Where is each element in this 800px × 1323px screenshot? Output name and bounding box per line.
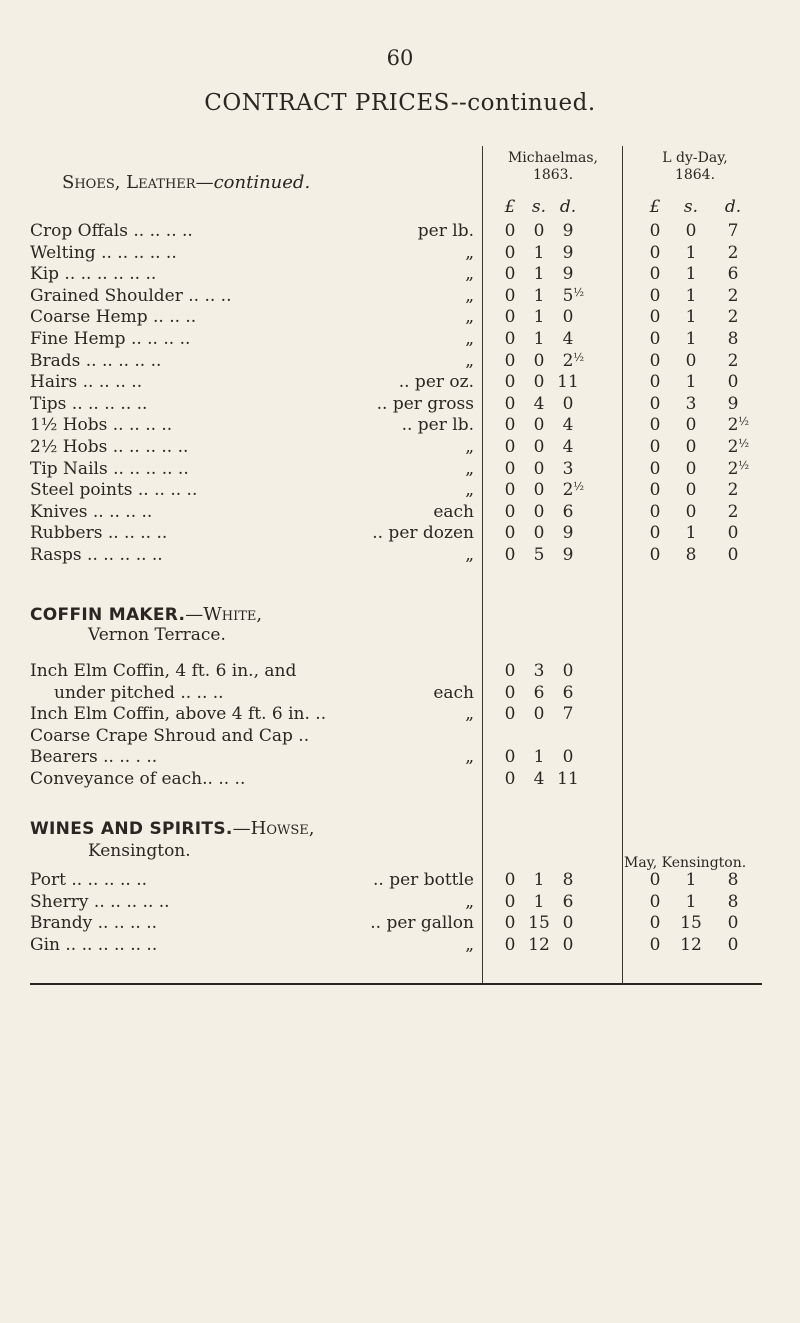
price-cell: 9 — [562, 545, 574, 565]
price-cell: 8 — [685, 545, 697, 565]
item-name: Fine Hemp .. .. .. .. — [30, 329, 191, 349]
price-cell: 0 — [649, 350, 661, 371]
price-cell: 0 — [504, 437, 516, 457]
price-cell: 2 ½ — [727, 458, 750, 479]
price-cell: 0 — [649, 523, 661, 544]
price-cell: 0 — [562, 913, 574, 933]
unit-header-5: d. — [724, 197, 742, 217]
item-unit: „ — [465, 934, 474, 955]
price-cell: 1 — [685, 307, 697, 328]
price-cell: 9 — [562, 242, 574, 263]
price-cell: 0 — [685, 501, 697, 522]
item-name: Gin .. .. .. .. .. .. — [30, 934, 158, 955]
price-cell: 0 — [727, 523, 739, 544]
item-unit: .. per lb. — [401, 415, 474, 436]
price-cell: 0 — [562, 934, 574, 955]
price-cell: 1 — [685, 372, 697, 393]
item-name: Tips .. .. .. .. .. — [30, 393, 148, 414]
table-row — [0, 329, 800, 350]
price-cell: 0 — [685, 458, 697, 479]
price-cell: 3 — [533, 661, 545, 681]
item-unit: .. per bottle — [373, 870, 474, 890]
table-row — [0, 726, 800, 747]
wines-heading-rest: —Howse, — [232, 818, 315, 839]
table-row — [0, 747, 800, 768]
item-unit: „ — [465, 704, 474, 724]
price-cell: 0 — [649, 480, 661, 501]
price-cell: 0 — [685, 350, 697, 371]
coffin-heading-rest: —White, — [185, 604, 263, 625]
price-cell: 12 — [680, 934, 702, 955]
price-cell: 0 — [504, 307, 516, 328]
price-cell: 1 — [685, 870, 697, 890]
item-name: Brandy .. .. .. .. — [30, 913, 158, 933]
price-cell: 9 — [562, 221, 574, 241]
price-cell: 11 — [557, 372, 579, 393]
price-cell: 0 — [533, 437, 545, 457]
item-name: Tip Nails .. .. .. .. .. — [30, 458, 189, 479]
price-cell: 9 — [562, 264, 574, 285]
period1-line2: 1863. — [532, 167, 574, 183]
price-cell: 0 — [533, 372, 545, 393]
table-row — [0, 870, 800, 891]
table-row — [0, 545, 800, 566]
price-cell: 1 — [685, 264, 697, 285]
period2-line2: 1864. — [674, 167, 716, 183]
price-cell: 0 — [649, 242, 661, 263]
price-cell: 0 — [649, 372, 661, 393]
price-cell: 1 — [533, 870, 545, 890]
item-name: Coarse Hemp .. .. .. — [30, 307, 197, 328]
price-cell: 8 — [727, 870, 739, 890]
table-row — [0, 769, 800, 790]
item-unit: „ — [465, 285, 474, 306]
item-name: Steel points .. .. .. .. — [30, 480, 198, 501]
price-cell: 7 — [562, 704, 574, 724]
coffin-heading-bold: COFFIN MAKER. — [30, 605, 186, 625]
price-cell: 5 — [533, 545, 545, 565]
price-cell: 0 — [649, 458, 661, 479]
item-unit: each — [433, 682, 474, 703]
price-cell: 4 — [533, 768, 545, 789]
price-cell: 0 — [533, 523, 545, 544]
price-cell: 0 — [504, 661, 516, 681]
price-cell: 2 — [727, 350, 739, 371]
period1-line1: Michaelmas, — [507, 150, 599, 166]
price-cell: 7 — [727, 221, 739, 241]
price-cell: 4 — [562, 415, 574, 436]
item-name: Kip .. .. .. .. .. .. — [30, 264, 157, 285]
price-cell: 0 — [504, 393, 516, 414]
price-cell: 0 — [649, 934, 661, 955]
price-cell: 1 — [533, 891, 545, 912]
shoes-heading-cont: —continued. — [195, 172, 311, 193]
item-unit: „ — [465, 437, 474, 457]
table-row — [0, 523, 800, 544]
price-cell: 0 — [649, 285, 661, 306]
shoes-section-heading — [62, 172, 310, 193]
price-cell: 1 — [685, 523, 697, 544]
item-unit: .. per gallon — [370, 913, 474, 933]
table-row — [0, 502, 800, 523]
price-cell: 0 — [504, 415, 516, 436]
unit-header-3: £ — [649, 197, 661, 217]
item-name: Knives .. .. .. .. — [30, 501, 153, 522]
table-row — [0, 221, 800, 242]
item-name: Coarse Crape Shroud and Cap .. — [30, 725, 310, 746]
price-cell: 0 — [533, 350, 545, 371]
price-cell: 2 — [727, 242, 739, 263]
price-cell: 15 — [528, 913, 550, 933]
item-unit: „ — [465, 545, 474, 565]
price-cell: 0 — [504, 545, 516, 565]
price-cell: 0 — [504, 480, 516, 501]
wines-period-label: May, Kensington. — [624, 855, 747, 871]
item-unit: „ — [465, 242, 474, 263]
price-cell: 5 ½ — [562, 285, 585, 306]
price-cell: 2 — [727, 501, 739, 522]
price-cell: 1 — [533, 242, 545, 263]
price-cell: 8 — [727, 891, 739, 912]
unit-header-4: s. — [683, 197, 699, 217]
item-name: Hairs .. .. .. .. — [30, 372, 143, 393]
price-cell: 0 — [649, 870, 661, 890]
item-unit: „ — [465, 307, 474, 328]
price-cell: 0 — [727, 545, 739, 565]
period2-line1: L dy-Day, — [662, 150, 728, 166]
item-unit: „ — [465, 264, 474, 285]
table-row — [0, 459, 800, 480]
price-cell: 0 — [685, 480, 697, 501]
item-unit: „ — [465, 350, 474, 371]
item-unit: .. per oz. — [398, 372, 474, 393]
price-cell: 0 — [649, 393, 661, 414]
price-cell: 0 — [504, 682, 516, 703]
price-cell: 0 — [504, 934, 516, 955]
table-row — [0, 264, 800, 285]
price-cell: 6 — [562, 891, 574, 912]
price-cell: 0 — [649, 221, 661, 241]
price-cell: 0 — [562, 747, 574, 767]
price-cell: 0 — [504, 458, 516, 479]
item-name: 2½ Hobs .. .. .. .. .. — [30, 437, 189, 457]
item-unit: .. per gross — [376, 393, 474, 414]
price-cell: 1 — [533, 285, 545, 306]
item-name: Rubbers .. .. .. .. — [30, 523, 168, 544]
table-row — [0, 437, 800, 458]
price-cell: 0 — [649, 545, 661, 565]
table-row — [0, 683, 800, 704]
item-name: Sherry .. .. .. .. .. — [30, 891, 170, 912]
unit-header-1: s. — [531, 197, 547, 217]
price-cell: 1 — [685, 242, 697, 263]
price-cell: 0 — [504, 913, 516, 933]
item-name: Bearers .. .. . .. — [30, 747, 158, 767]
price-cell: 8 — [562, 870, 574, 890]
wines-section-heading — [30, 818, 314, 839]
price-cell: 0 — [649, 437, 661, 457]
table-row — [0, 394, 800, 415]
page-title: CONTRACT PRICES--continued. — [204, 90, 596, 116]
unit-header-0: £ — [504, 197, 516, 217]
table-row — [0, 415, 800, 436]
table-row — [0, 480, 800, 501]
item-unit: „ — [465, 480, 474, 501]
price-cell: 0 — [504, 329, 516, 349]
table-row — [0, 892, 800, 913]
item-name: Inch Elm Coffin, 4 ft. 6 in., and — [30, 661, 297, 681]
price-cell: 0 — [649, 307, 661, 328]
item-unit: per lb. — [417, 221, 474, 241]
price-cell: 0 — [504, 264, 516, 285]
price-cell: 12 — [528, 934, 550, 955]
item-name: Port .. .. .. .. .. — [30, 870, 147, 890]
price-cell: 1 — [685, 285, 697, 306]
item-name: Grained Shoulder .. .. .. — [30, 285, 232, 306]
price-cell: 3 — [562, 458, 574, 479]
price-cell: 0 — [562, 661, 574, 681]
price-cell: 0 — [649, 415, 661, 436]
item-name: 1½ Hobs .. .. .. .. — [30, 415, 173, 436]
wines-heading-line2: Kensington. — [88, 841, 191, 861]
item-name: Conveyance of each.. .. .. — [30, 768, 246, 789]
price-cell: 0 — [649, 329, 661, 349]
price-cell: 1 — [685, 329, 697, 349]
price-cell: 0 — [504, 747, 516, 767]
price-cell: 0 — [562, 307, 574, 328]
price-cell: 4 — [533, 393, 545, 414]
price-cell: 8 — [727, 329, 739, 349]
price-cell: 2 ½ — [727, 437, 750, 457]
price-cell: 6 — [727, 264, 739, 285]
price-cell: 0 — [504, 870, 516, 890]
table-row — [0, 372, 800, 393]
price-cell: 11 — [557, 768, 579, 789]
item-name: Rasps .. .. .. .. .. — [30, 545, 163, 565]
price-cell: 0 — [504, 350, 516, 371]
table-row — [0, 243, 800, 264]
item-unit: „ — [465, 891, 474, 912]
price-cell: 0 — [504, 285, 516, 306]
price-cell: 0 — [533, 415, 545, 436]
price-cell: 0 — [533, 704, 545, 724]
item-name: under pitched .. .. .. — [54, 682, 224, 703]
price-cell: 0 — [649, 264, 661, 285]
price-cell: 2 — [727, 285, 739, 306]
item-unit: each — [433, 501, 474, 522]
price-cell: 0 — [685, 221, 697, 241]
price-cell: 0 — [649, 891, 661, 912]
table-row — [0, 661, 800, 682]
table-row — [0, 351, 800, 372]
price-cell: 2 ½ — [727, 415, 750, 436]
price-cell: 0 — [533, 221, 545, 241]
price-cell: 2 ½ — [562, 480, 585, 501]
price-cell: 0 — [504, 221, 516, 241]
price-cell: 9 — [562, 523, 574, 544]
price-cell: 0 — [533, 501, 545, 522]
item-unit: „ — [465, 329, 474, 349]
period-header-ladyday — [630, 150, 760, 184]
price-cell: 0 — [504, 704, 516, 724]
period-header-michaelmas — [488, 150, 618, 184]
price-cell: 0 — [504, 523, 516, 544]
item-unit: „ — [465, 458, 474, 479]
price-cell: 6 — [562, 501, 574, 522]
coffin-section-heading — [30, 604, 262, 625]
price-cell: 0 — [504, 242, 516, 263]
page-number: 60 — [386, 46, 414, 70]
price-cell: 1 — [685, 891, 697, 912]
item-name: Brads .. .. .. .. .. — [30, 350, 162, 371]
table-row — [0, 913, 800, 934]
coffin-heading-line2: Vernon Terrace. — [88, 625, 226, 645]
price-cell: 0 — [727, 934, 739, 955]
price-cell: 1 — [533, 329, 545, 349]
wines-heading-bold: WINES AND SPIRITS. — [30, 819, 233, 839]
price-cell: 0 — [727, 372, 739, 393]
price-cell: 4 — [562, 329, 574, 349]
price-cell: 0 — [562, 393, 574, 414]
table-row — [0, 935, 800, 956]
price-cell: 2 ½ — [562, 350, 585, 371]
table-row — [0, 307, 800, 328]
price-cell: 1 — [533, 747, 545, 767]
price-cell: 0 — [685, 437, 697, 457]
price-cell: 3 — [685, 393, 697, 414]
price-cell: 0 — [533, 458, 545, 479]
item-name: Inch Elm Coffin, above 4 ft. 6 in. .. — [30, 704, 327, 724]
item-unit: „ — [465, 747, 474, 767]
price-cell: 0 — [504, 768, 516, 789]
price-cell: 6 — [562, 682, 574, 703]
price-cell: 6 — [533, 682, 545, 703]
price-cell: 0 — [649, 913, 661, 933]
price-cell: 1 — [533, 264, 545, 285]
item-unit: .. per dozen — [372, 523, 474, 544]
table-row — [0, 286, 800, 307]
shoes-heading-main: Shoes, Leather — [62, 172, 196, 193]
price-cell: 15 — [680, 913, 702, 933]
price-cell: 9 — [727, 393, 739, 414]
price-cell: 2 — [727, 307, 739, 328]
bottom-rule — [30, 983, 762, 985]
price-cell: 0 — [533, 480, 545, 501]
price-cell: 4 — [562, 437, 574, 457]
price-cell: 0 — [727, 913, 739, 933]
table-row — [0, 704, 800, 725]
price-cell: 0 — [649, 501, 661, 522]
item-name: Crop Offals .. .. .. .. — [30, 221, 193, 241]
item-name: Welting .. .. .. .. .. — [30, 242, 177, 263]
unit-header-2: d. — [559, 197, 577, 217]
price-cell: 2 — [727, 480, 739, 501]
price-cell: 0 — [504, 891, 516, 912]
price-cell: 0 — [685, 415, 697, 436]
price-cell: 0 — [504, 372, 516, 393]
price-cell: 0 — [504, 501, 516, 522]
price-cell: 1 — [533, 307, 545, 328]
